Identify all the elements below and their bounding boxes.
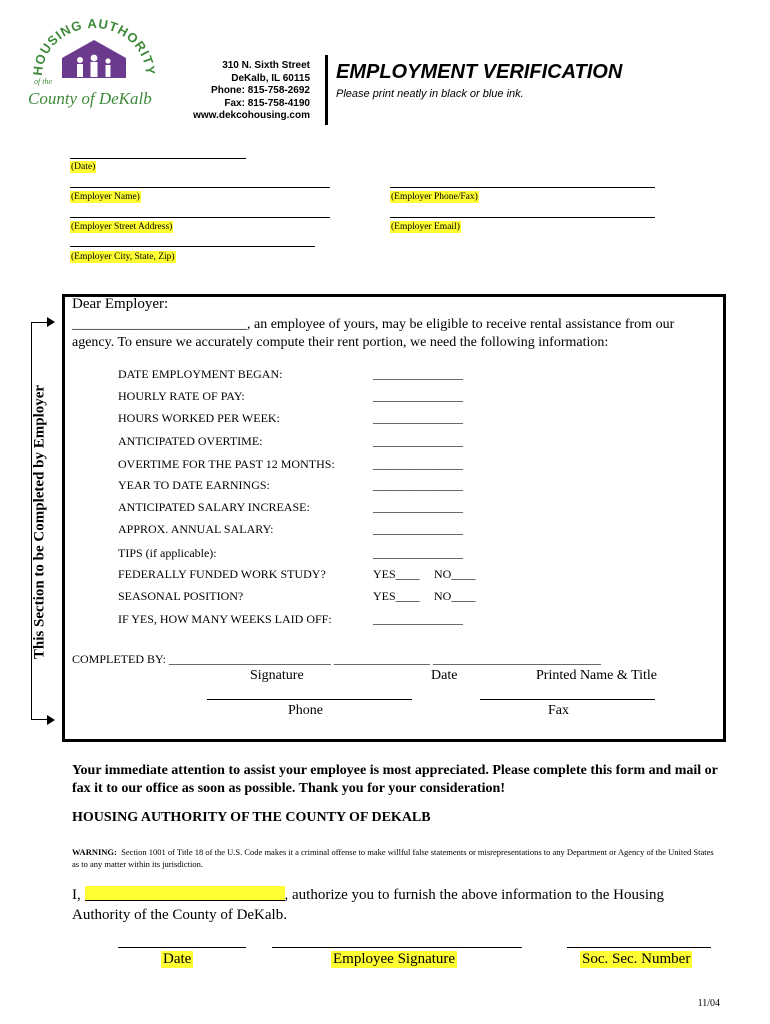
section-label-wrap [30,322,50,722]
housing-authority-heading: HOUSING AUTHORITY OF THE COUNTY OF DEKALB [72,810,431,825]
authorization-paragraph [72,885,712,925]
item-label: HOURLY RATE OF PAY: [118,389,245,403]
item-label: DATE EMPLOYMENT BEGAN: [118,367,283,381]
item-blank[interactable]: _______________ [373,457,463,471]
item-blank[interactable]: _______________ [373,411,463,425]
salutation: Dear Employer: [72,296,169,312]
auth-date-line[interactable] [118,947,246,948]
auth-prefix: I, [72,887,81,903]
auth-suffix: , authorize you to furnish the above information to the Housing Authority of the County of DeKalb. [72,887,665,923]
work-study-yes[interactable]: YES____ [373,567,420,581]
employer-street-label: (Employer Street Address) [71,222,173,232]
employer-street-line[interactable] [70,217,330,218]
employer-phone-fax-label: (Employer Phone/Fax) [391,192,478,202]
item-label: OVERTIME FOR THE PAST 12 MONTHS: [118,457,335,471]
item-blank[interactable]: _______________ [373,500,463,514]
address-street: 310 N. Sixth Street [222,60,310,71]
item-blank[interactable]: _______________ [373,434,463,448]
form-revision: 11/04 [697,998,720,1009]
item-label: SEASONAL POSITION? [118,589,244,603]
employee-signature-label: Employee Signature [333,951,456,967]
item-label: ANTICIPATED OVERTIME: [118,434,263,448]
employer-email-label: (Employer Email) [391,222,460,232]
phone-label: Phone [288,703,323,718]
agency-phone: Phone: 815-758-2692 [211,85,310,96]
completed-date-label: Date [431,668,458,683]
page-subtitle: Please print neatly in black or blue ink. [336,88,524,100]
notice-text: Your immediate attention to assist your employee is most appreciated. Please complete this form and mail or fax it to our office as soon as possible. Thank you for your consideration! [72,763,718,796]
agency-website: www.dekcohousing.com [193,110,310,121]
housing-authority-logo [22,14,162,114]
weeks-laid-off-blank[interactable]: _______________ [373,612,463,626]
warning-body: Section 1001 of Title 18 of the U.S. Code makes it a criminal offense to make willful false statements or misrepresentations to any Department or Agency of the United States as to any matter within its jurisdiction. [72,847,714,869]
page-title: EMPLOYMENT VERIFICATION [336,61,623,83]
header-divider [325,55,328,125]
logo-of-the: of the [34,77,52,86]
agency-fax: Fax: 815-758-4190 [224,97,310,109]
warning-label: WARNING: [72,847,117,857]
ssn-label: Soc. Sec. Number [582,951,691,967]
item-blank[interactable]: _______________ [373,546,463,560]
work-study-no[interactable]: NO____ [434,567,476,581]
date-line[interactable] [70,158,246,159]
employer-name-line[interactable] [70,187,330,188]
fax-line[interactable] [480,699,655,700]
employer-name-label: (Employer Name) [71,192,140,202]
intro-paragraph: _________________________, an employee of yours, may be eligible to receive rental assistance from our agency. To ensure we accurately compute their rent portion, we need the following information: [72,317,675,350]
item-label: TIPS (if applicable): [118,546,217,560]
item-blank[interactable]: _______________ [373,478,463,492]
seasonal-yes[interactable]: YES____ [373,589,420,603]
item-blank[interactable]: _______________ [373,522,463,536]
item-blank[interactable]: _______________ [373,367,463,381]
ssn-line[interactable] [567,947,711,948]
employer-phone-fax-line[interactable] [390,187,655,188]
seasonal-no[interactable]: NO____ [434,589,476,603]
auth-date-label: Date [163,951,192,967]
item-label: ANTICIPATED SALARY INCREASE: [118,500,310,514]
address-city: DeKalb, IL 60115 [231,72,310,84]
logo-arc-text: HOUSING AUTHORITY [29,15,159,77]
item-label: IF YES, HOW MANY WEEKS LAID OFF: [118,612,332,626]
warning-text [72,847,722,870]
fax-label: Fax [548,703,569,718]
date-label: (Date) [71,162,96,172]
item-label: HOURS WORKED PER WEEK: [118,411,280,425]
employer-email-line[interactable] [390,217,655,218]
completed-by-line[interactable]: COMPLETED BY: ___________________________ ________________ ____________________________ [72,652,601,666]
signature-label: Signature [250,668,304,683]
employee-name-blank[interactable] [85,886,285,901]
employee-signature-line[interactable] [272,947,522,948]
section-label: This Section to be Completed by Employer [31,384,48,660]
item-blank[interactable]: _______________ [373,389,463,403]
phone-line[interactable] [207,699,412,700]
agency-address [180,60,310,123]
employer-city-line[interactable] [70,246,315,247]
employer-city-label: (Employer City, State, Zip) [71,252,175,262]
printed-name-title-label: Printed Name & Title [536,668,657,683]
logo-county-text: County of DeKalb [28,89,152,108]
item-label: YEAR TO DATE EARNINGS: [118,478,270,492]
item-label: FEDERALLY FUNDED WORK STUDY? [118,567,326,581]
item-label: APPROX. ANNUAL SALARY: [118,522,274,536]
